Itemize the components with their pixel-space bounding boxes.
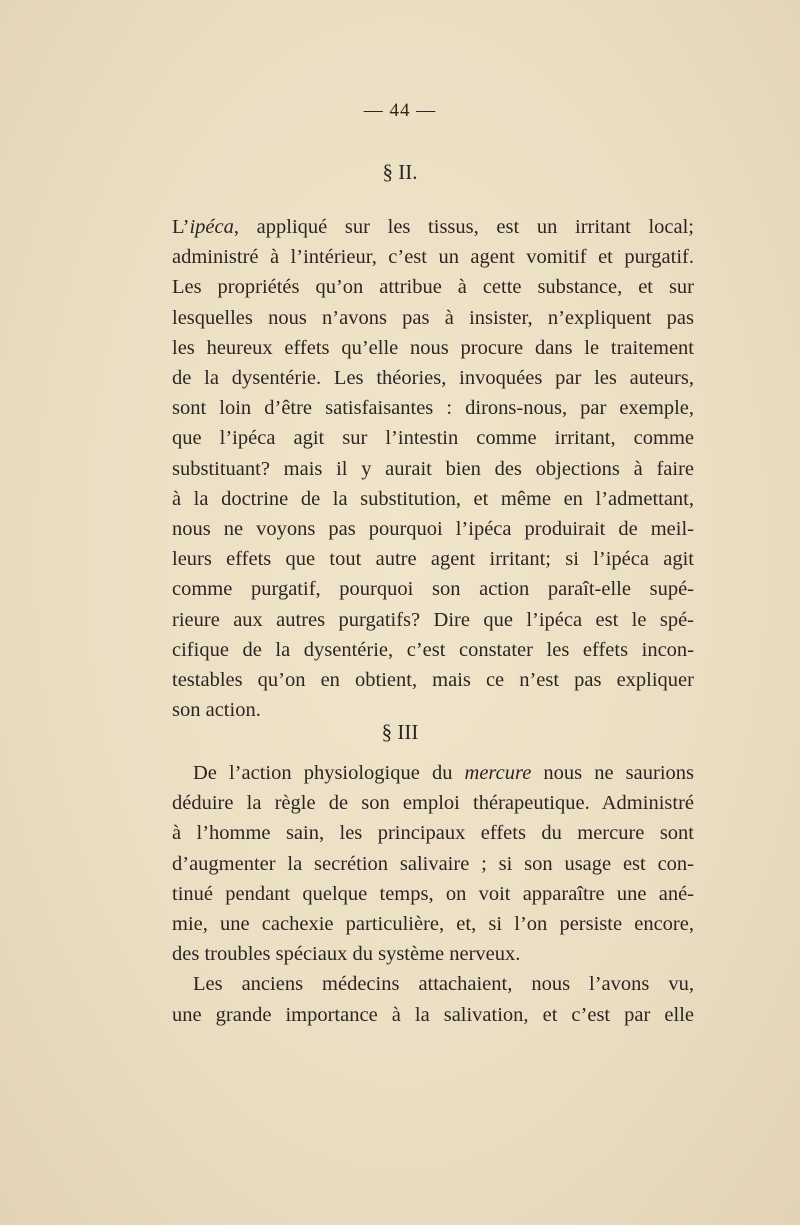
text-line: testables qu’on en obtient, mais ce n’est pas expliquer [172, 669, 694, 692]
text-line: Les anciens médecins attachaient, nous l’avons vu, [193, 973, 694, 996]
text-line: les heureux effets qu’elle nous procure dans le traitement [172, 336, 694, 359]
text-line: que l’ipéca agit sur l’intestin comme irritant, comme [172, 427, 694, 450]
text-line: son action. [172, 699, 261, 722]
text-line: d’augmenter la secrétion salivaire ; si son usage est con- [172, 852, 694, 875]
page-number: — 44 — [363, 100, 437, 121]
text-line: tinué pendant quelque temps, on voit apparaître une ané- [172, 882, 694, 905]
text-line: déduire la règle de son emploi thérapeutique. Administré [172, 792, 694, 815]
text-line: lesquelles nous n’avons pas à insister, n’expliquent pas [172, 306, 694, 329]
text-line: cifique de la dysentérie, c’est constater les effets incon- [172, 638, 694, 661]
italic-term: ipéca [189, 216, 234, 238]
paragraph-mercure [172, 758, 694, 1030]
text-line: administré à l’intérieur, c’est un agent vomitif et purgatif. [172, 246, 694, 269]
text-line: mie, une cachexie particulière, et, si l’on persiste encore, [172, 913, 694, 936]
text-line: substituant? mais il y aurait bien des objections à faire [172, 457, 694, 480]
text-line: sont loin d’être satisfaisantes : dirons-nous, par exemple, [172, 397, 694, 420]
text-line: comme purgatif, pourquoi son action paraît-elle supé- [172, 578, 694, 601]
text-line: à l’homme sain, les principaux effets du mercure sont [172, 822, 694, 845]
paragraph-ipeca [172, 212, 694, 725]
section-heading-ii: § II. [382, 160, 418, 184]
section-heading-iii: § III [381, 720, 419, 744]
text-line: De l’action physiologique du mercure nous ne saurions [193, 762, 694, 784]
text-line: Les propriétés qu’on attribue à cette substance, et sur [172, 276, 694, 299]
italic-term: mercure [464, 762, 532, 784]
text-line: des troubles spéciaux du système nerveux. [172, 943, 521, 966]
text-line: de la dysentérie. Les théories, invoquées par les auteurs, [172, 367, 694, 390]
text-line: nous ne voyons pas pourquoi l’ipéca produirait de meil- [172, 518, 694, 541]
text-line: une grande importance à la salivation, et c’est par elle [172, 1003, 694, 1026]
text-line: leurs effets que tout autre agent irritant; si l’ipéca agit [172, 548, 694, 571]
text-line: à la doctrine de la substitution, et même en l’admettant, [172, 487, 694, 510]
text-line: rieure aux autres purgatifs? Dire que l’ipéca est le spé- [172, 608, 694, 631]
text-line: L’ipéca, appliqué sur les tissus, est un irritant local; [172, 216, 694, 238]
